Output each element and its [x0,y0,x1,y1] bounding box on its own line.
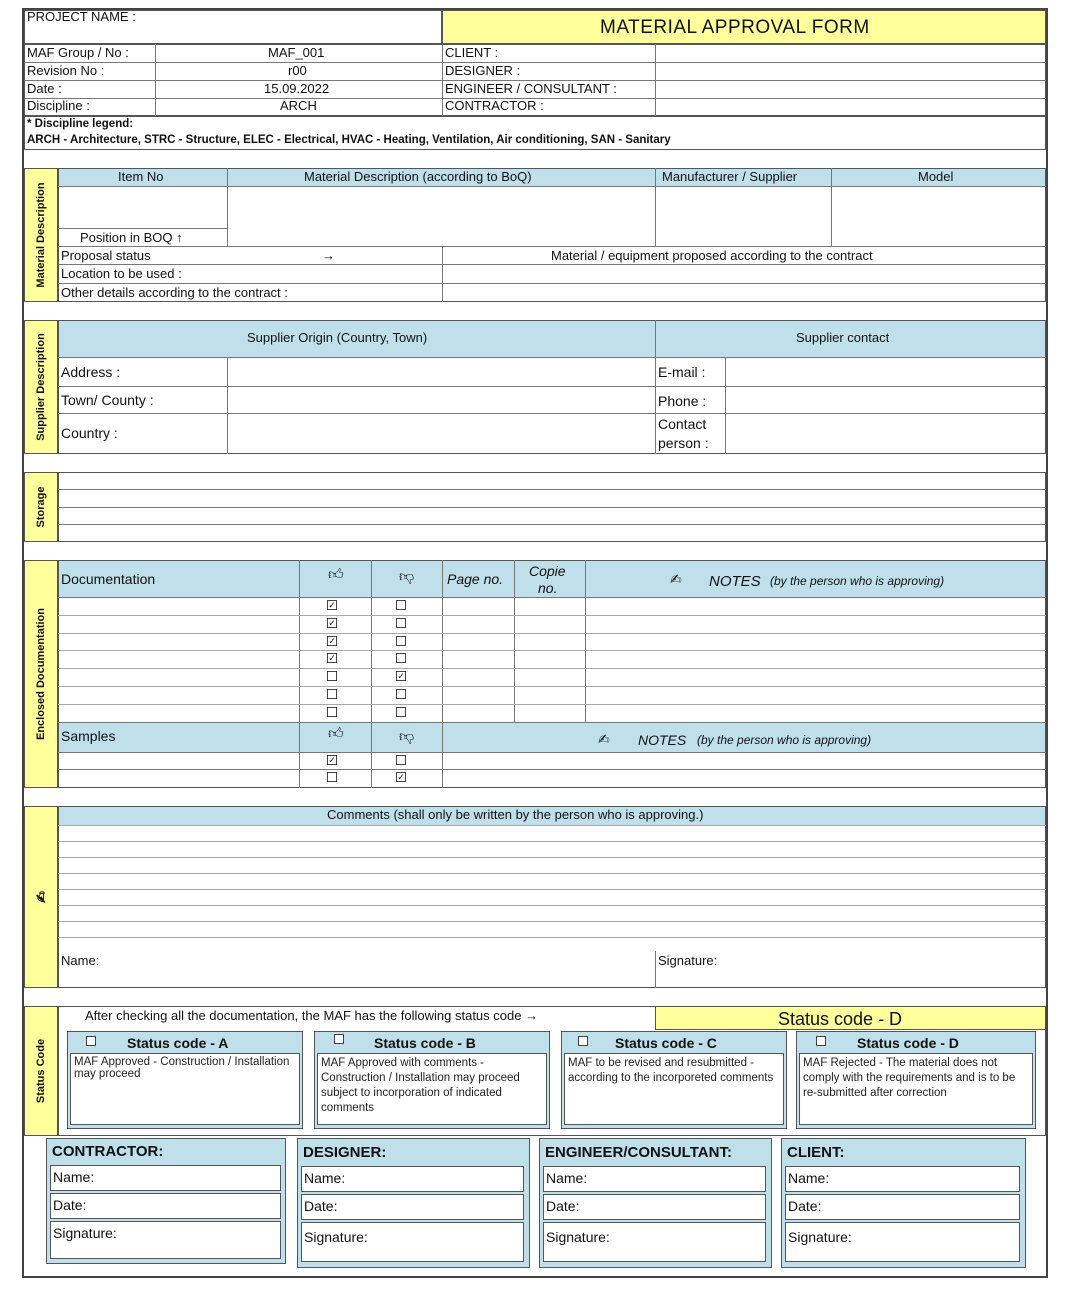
legend-text: ARCH - Architecture, STRC - Structure, ELEC - Electrical, HVAC - Heating, Ventilation, Air conditioning, SAN - Sanitary [27,134,671,146]
comments-title: Comments (shall only be written by the person who is approving.) [327,807,704,822]
status-c-title: Status code - C [615,1035,717,1051]
doc-reject-checkbox[interactable] [396,618,406,628]
engineer-label: ENGINEER / CONSULTANT : [445,81,617,96]
comments-side-label [24,806,58,988]
supplier-origin-header: Supplier Origin (Country, Town) [247,330,428,345]
selected-status-value[interactable]: Status code - D [778,1009,903,1029]
status-side-label: Status Code [24,1006,58,1136]
notes-header: NOTES [709,573,761,590]
doc-approve-checkbox[interactable]: ✓ [328,617,336,628]
doc-approve-checkbox[interactable]: ✓ [328,635,336,646]
supplier-contact-header: Supplier contact [796,330,890,345]
form-title: MATERIAL APPROVAL FORM [600,17,870,38]
revision-label: Revision No : [27,63,105,78]
contractor-signature-field[interactable]: Signature: [50,1221,281,1259]
copie-header-1: Copie [529,563,566,579]
comments-section[interactable] [58,806,1046,988]
discipline-label: Discipline : [27,98,90,113]
sample-reject-checkbox[interactable] [396,755,406,765]
contractor-date-field[interactable]: Date: [50,1193,281,1219]
proposal-status-value[interactable]: Material / equipment proposed according to the contract [551,248,873,263]
storage-side-label: Storage [24,472,58,542]
col-manufacturer: Manufacturer / Supplier [662,169,798,184]
col-model: Model [918,169,954,184]
designer-label: DESIGNER : [445,63,521,78]
material-side-label: Material Description [24,168,58,302]
comments-pen-icon: ✍︎ [33,891,49,903]
supplier-side-label: Supplier Description [24,320,58,454]
status-d-title: Status code - D [857,1035,959,1051]
samples-notes-subheader: (by the person who is approving) [697,733,872,747]
country-label: Country : [61,425,118,441]
project-name-label: PROJECT NAME : [27,9,136,24]
status-c-text: MAF to be revised and resubmitted - according to the incorporeted comments [564,1053,784,1125]
location-label: Location to be used : [61,266,182,281]
town-label: Town/ County : [61,392,154,408]
contact-person-label-2: person : [658,435,709,451]
documentation-label: Documentation [61,571,156,587]
thumbs-down-icon: 👎︎ [399,568,415,585]
proposal-status-label: Proposal status [61,248,151,263]
doc-approve-checkbox[interactable] [327,689,337,699]
revision-value[interactable]: r00 [288,63,307,78]
status-b-title: Status code - B [374,1035,476,1051]
status-c-checkbox[interactable] [578,1036,588,1046]
status-d-text: MAF Rejected - The material does not comply with the requirements and is to be re-submitted after correction [799,1053,1033,1125]
samples-thumbs-up-icon: 👍︎ [328,725,344,742]
phone-label: Phone : [658,393,707,409]
status-intro: After checking all the documentation, the MAF has the following status code → [85,1008,539,1023]
client-signature-field[interactable]: Signature: [785,1222,1020,1262]
date-label: Date : [27,81,62,96]
status-a-checkbox[interactable] [86,1036,96,1046]
client-name-field[interactable]: Name: [785,1166,1020,1192]
engineer-signature-field[interactable]: Signature: [543,1222,766,1262]
comments-signature-label: Signature: [658,953,718,968]
copie-header-2: no. [538,580,558,596]
doc-reject-checkbox[interactable] [396,707,406,717]
status-d-checkbox[interactable] [816,1036,826,1046]
col-item-no: Item No [118,169,164,184]
date-value[interactable]: 15.09.2022 [264,81,330,96]
engineer-name-field[interactable]: Name: [543,1166,766,1192]
comments-name-label: Name: [61,953,100,968]
maf-group-label: MAF Group / No : [27,45,129,60]
doc-reject-checkbox[interactable] [396,689,406,699]
samples-notes-header: NOTES [638,732,687,748]
status-a-title: Status code - A [127,1035,229,1051]
proposal-arrow-icon: → [322,248,335,263]
legend-title: * Discipline legend: [27,118,134,130]
status-b-checkbox[interactable] [334,1034,344,1044]
contact-person-label-1: Contact [658,416,707,432]
designer-signature-field[interactable]: Signature: [301,1222,524,1262]
designer-date-field[interactable]: Date: [301,1194,524,1220]
client-date-field[interactable]: Date: [785,1194,1020,1220]
status-b-text: MAF Approved with comments - Construction / Installation may proceed subject to incorporation of indicated comments [317,1053,547,1125]
client-label: CLIENT : [445,45,499,60]
engineer-signoff-title: ENGINEER/CONSULTANT: [545,1144,732,1161]
contractor-signoff-title: CONTRACTOR: [52,1143,164,1160]
samples-pen-writing-icon: ✍︎ [598,731,610,747]
address-label: Address : [61,364,121,380]
contractor-name-field[interactable]: Name: [50,1165,281,1191]
doc-reject-checkbox[interactable] [396,653,406,663]
designer-name-field[interactable]: Name: [301,1166,524,1192]
doc-reject-checkbox[interactable]: ✓ [397,671,405,682]
doc-approve-checkbox[interactable]: ✓ [328,653,336,664]
notes-subheader: (by the person who is approving) [770,574,945,588]
doc-approve-checkbox[interactable] [327,671,337,681]
sample-approve-checkbox[interactable] [327,772,337,782]
pen-writing-icon: ✍︎ [670,571,682,587]
maf-group-value[interactable]: MAF_001 [268,45,325,60]
col-material-desc: Material Description (according to BoQ) [304,169,532,184]
thumbs-up-icon: 👍︎ [328,566,344,583]
material-section [58,168,1046,302]
page-no-header: Page no. [447,571,504,587]
engineer-date-field[interactable]: Date: [543,1194,766,1220]
position-in-boq: Position in BOQ ↑ [80,230,183,245]
contractor-label: CONTRACTOR : [445,98,544,113]
discipline-value[interactable]: ARCH [280,98,317,113]
documentation-side-label: Enclosed Documentation [24,560,58,788]
email-label: E-mail : [658,364,706,380]
status-a-text: MAF Approved - Construction / Installation may proceed [70,1053,300,1125]
doc-approve-checkbox[interactable] [327,707,337,717]
samples-label: Samples [61,728,116,744]
client-signoff-title: CLIENT: [787,1144,845,1161]
samples-thumbs-down-icon: 👎︎ [399,728,415,745]
doc-approve-checkbox[interactable]: ✓ [328,600,336,610]
doc-reject-checkbox[interactable] [396,600,406,610]
sample-reject-checkbox[interactable]: ✓ [397,772,405,782]
designer-signoff-title: DESIGNER: [303,1144,387,1161]
doc-reject-checkbox[interactable] [396,636,406,646]
sample-approve-checkbox[interactable]: ✓ [328,755,336,765]
other-details-label: Other details according to the contract : [61,285,288,300]
